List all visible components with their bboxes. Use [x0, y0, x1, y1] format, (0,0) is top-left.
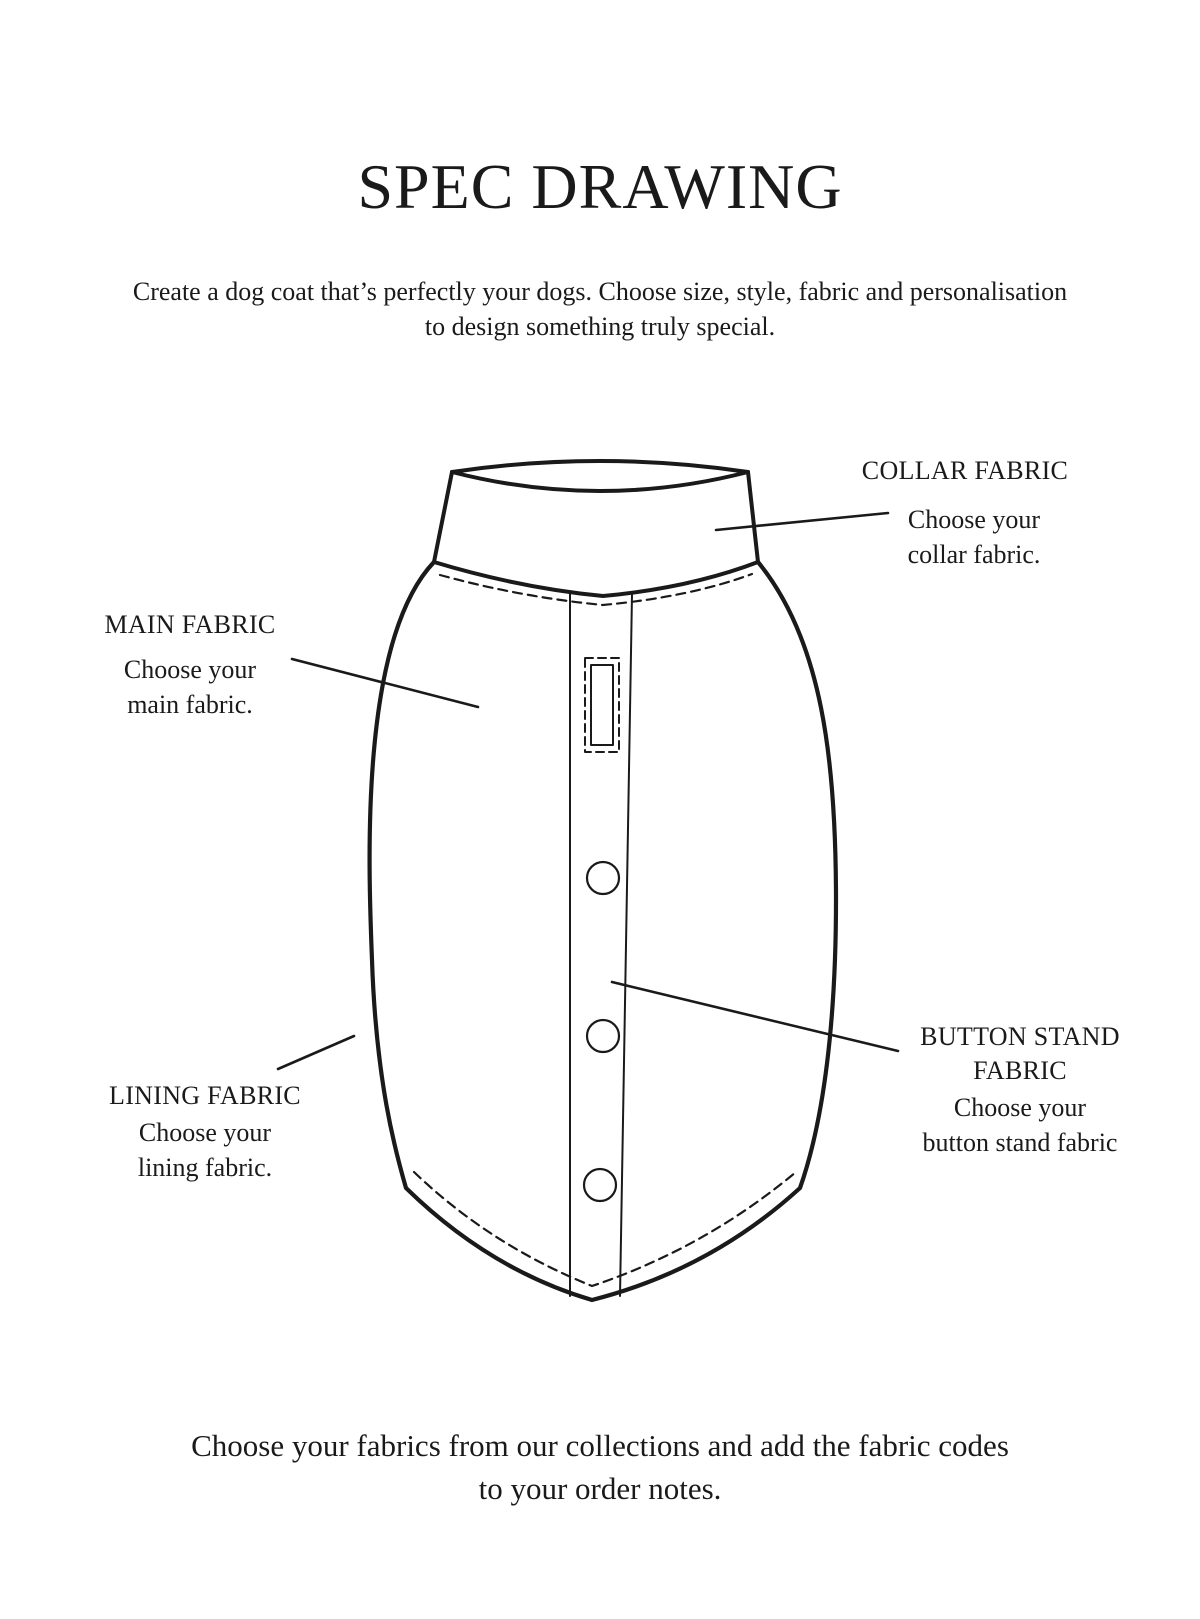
page-title: SPEC DRAWING — [357, 151, 843, 222]
collar-fabric-label — [845, 454, 1085, 572]
footer-text — [60, 1424, 1140, 1510]
button-stand-heading-2: FABRIC — [973, 1056, 1067, 1085]
collar-fabric-desc-1: Choose your — [907, 505, 1041, 534]
intro-line-2: to design something truly special. — [424, 312, 776, 341]
main-fabric-heading: MAIN FABRIC — [104, 610, 276, 639]
hem-stitch-line — [414, 1172, 796, 1286]
button-stand-heading-1: BUTTON STAND — [920, 1022, 1120, 1051]
lining-fabric-label — [85, 1079, 325, 1185]
coat-body-outline — [370, 562, 836, 1300]
lining-leader-line — [278, 1036, 354, 1069]
button-stand-leader-line — [612, 982, 898, 1051]
lining-fabric-heading: LINING FABRIC — [109, 1081, 301, 1110]
footer-line-1: Choose your fabrics from our collections and add the fabric codes — [191, 1428, 1009, 1463]
footer-line-2: to your order notes. — [478, 1471, 722, 1506]
collar-top-edge — [452, 472, 748, 491]
main-fabric-desc-2: main fabric. — [127, 690, 253, 719]
button-stand-right-edge — [620, 594, 632, 1296]
collar-right-side — [748, 472, 758, 562]
button-2 — [587, 1020, 619, 1052]
button-3 — [584, 1169, 616, 1201]
collar-fabric-desc-2: collar fabric. — [907, 540, 1041, 569]
main-fabric-label — [80, 608, 300, 722]
lining-fabric-desc-1: Choose your — [138, 1118, 272, 1147]
collar-bottom-seam — [434, 562, 758, 596]
lining-fabric-desc-2: lining fabric. — [137, 1153, 273, 1182]
intro-line-1: Create a dog coat that’s perfectly your dogs. Choose size, style, fabric and personalisation — [132, 277, 1068, 306]
collar-opening — [452, 461, 748, 472]
button-stand-desc-2: button stand fabric — [922, 1128, 1118, 1157]
button-1 — [587, 862, 619, 894]
label-patch-inner — [591, 665, 613, 745]
button-stand-desc-1: Choose your — [953, 1093, 1087, 1122]
collar-left-side — [434, 472, 452, 562]
main-fabric-desc-1: Choose your — [123, 655, 257, 684]
button-stand-fabric-label — [880, 1020, 1160, 1160]
collar-fabric-heading: COLLAR FABRIC — [861, 456, 1069, 485]
